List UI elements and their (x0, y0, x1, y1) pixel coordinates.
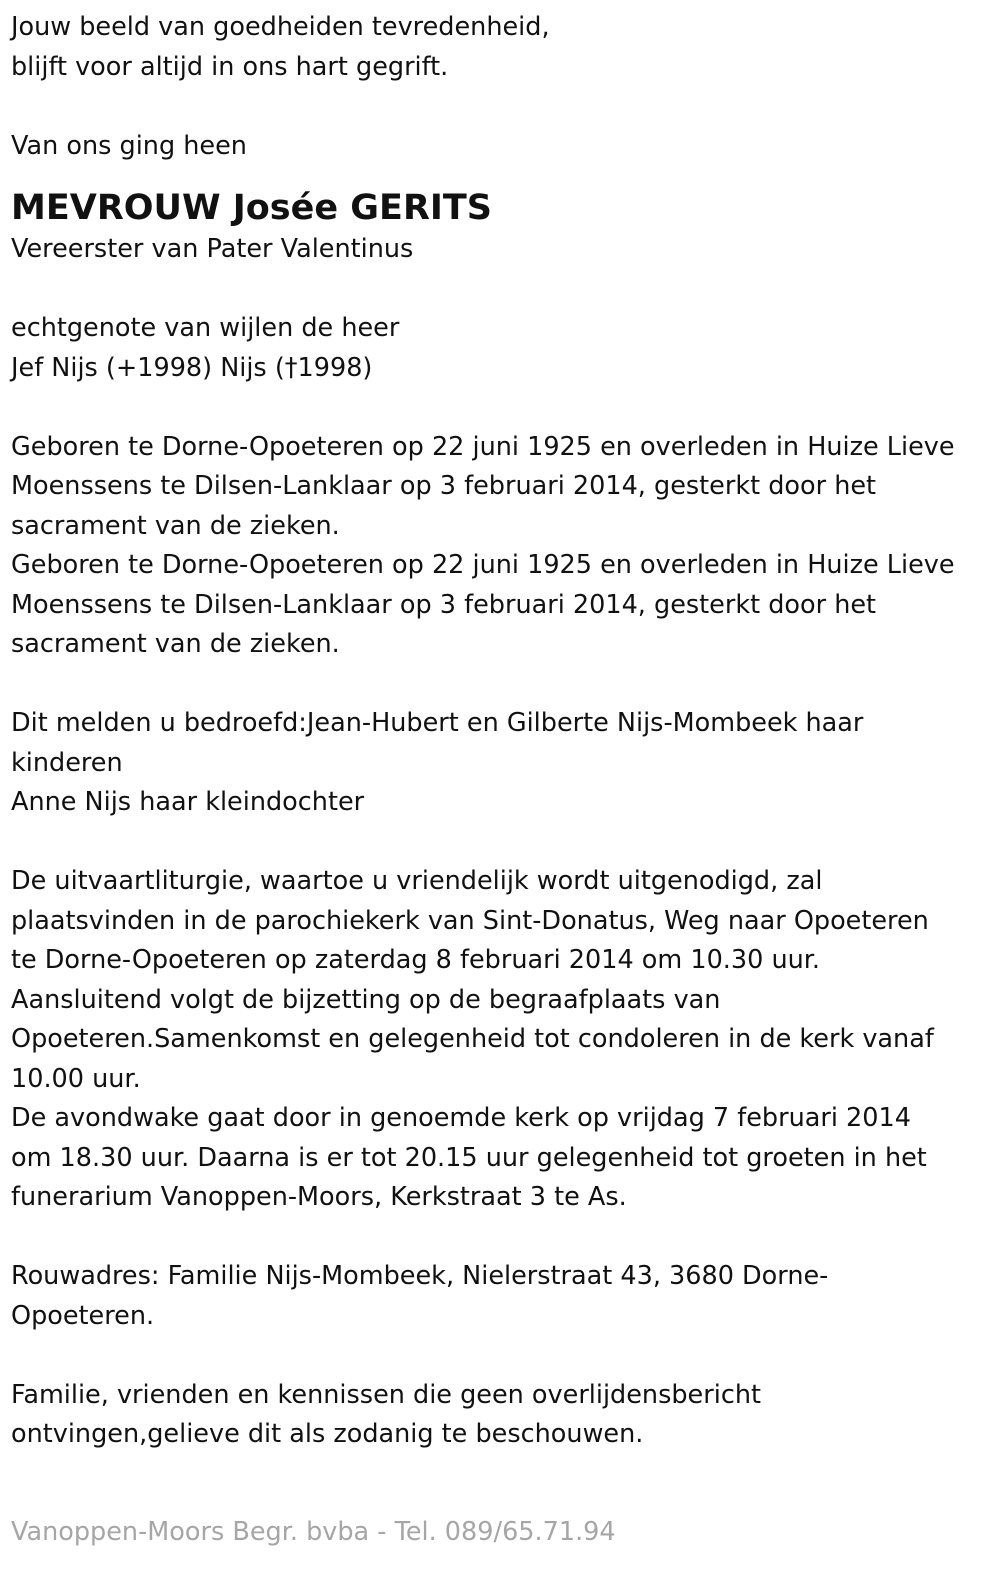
notice-line: Familie, vrienden en kennissen die geen overlijdensbericht (11, 1379, 761, 1410)
spouse-line: Jef Nijs (+1998) Nijs (†1998) (11, 352, 373, 383)
funeral-line: te Dorne-Opoeteren op zaterdag 8 februari 2014 om 10.30 uur. (11, 945, 821, 975)
verse-line: Jouw beeld van goedheiden tevredenheid, (11, 12, 550, 42)
notice-section (11, 1376, 1000, 1455)
intro-text: Van ons ging heen (11, 130, 247, 161)
birth-death-line: Geboren te Dorne-Opoeteren op 22 juni 1925 en overleden in Huize Lieve (11, 431, 955, 462)
birth-death-line: sacrament van de zieken. (11, 510, 340, 541)
birth-death-line: Moenssens te Dilsen-Lanklaar op 3 februari 2014, gesterkt door het (11, 589, 877, 620)
birth-death-line: sacrament van de zieken. (11, 629, 340, 659)
funeral-line: om 18.30 uur. Daarna is er tot 20.15 uur gelegenheid tot groeten in het (11, 1142, 927, 1173)
family-line: Anne Nijs haar kleindochter (11, 787, 365, 817)
birth-death-line: Moenssens te Dilsen-Lanklaar op 3 februari 2014, gesterkt door het (11, 471, 877, 501)
funeral-line: 10.00 uur. (11, 1063, 141, 1094)
funeral-line: funerarium Vanoppen-Moors, Kerkstraat 3 te As. (11, 1182, 627, 1212)
address-line: Rouwadres: Familie Nijs-Mombeek, Nielerstraat 43, 3680 Dorne- (11, 1261, 829, 1291)
spouse-section (11, 309, 1000, 388)
spouse-line: echtgenote van wijlen de heer (11, 313, 400, 343)
address-section (11, 1257, 1000, 1336)
funeral-home-footer: Vanoppen-Moors Begr. bvba - Tel. 089/65.71.94 (11, 1517, 616, 1547)
funeral-line: Aansluitend volgt de bijzetting op de begraafplaats van (11, 984, 721, 1015)
family-line: Dit melden u bedroefd:Jean-Hubert en Gilberte Nijs-Mombeek haar (11, 708, 864, 738)
funeral-line: De avondwake gaat door in genoemde kerk op vrijdag 7 februari 2014 (11, 1103, 911, 1133)
family-line: kinderen (11, 747, 123, 778)
deceased-name: MEVROUW Josée GERITS (11, 188, 492, 228)
funeral-line: De uitvaartliturgie, waartoe u vriendelijk wordt uitgenodigd, zal (11, 866, 823, 896)
address-line: Opoeteren. (11, 1300, 155, 1331)
deceased-subtitle: Vereerster van Pater Valentinus (11, 234, 414, 264)
verse (11, 8, 1000, 87)
family-section (11, 704, 1000, 823)
birth-death-section (11, 428, 1000, 665)
notice-line: ontvingen,gelieve dit als zodanig te beschouwen. (11, 1419, 644, 1449)
funeral-section (11, 862, 1000, 1218)
funeral-line: plaatsvinden in de parochiekerk van Sint-Donatus, Weg naar Opoeteren (11, 905, 929, 936)
birth-death-line: Geboren te Dorne-Opoeteren op 22 juni 1925 en overleden in Huize Lieve (11, 550, 955, 580)
funeral-line: Opoeteren.Samenkomst en gelegenheid tot condoleren in de kerk vanaf (11, 1024, 934, 1054)
verse-line: blijft voor altijd in ons hart gegrift. (11, 51, 449, 82)
